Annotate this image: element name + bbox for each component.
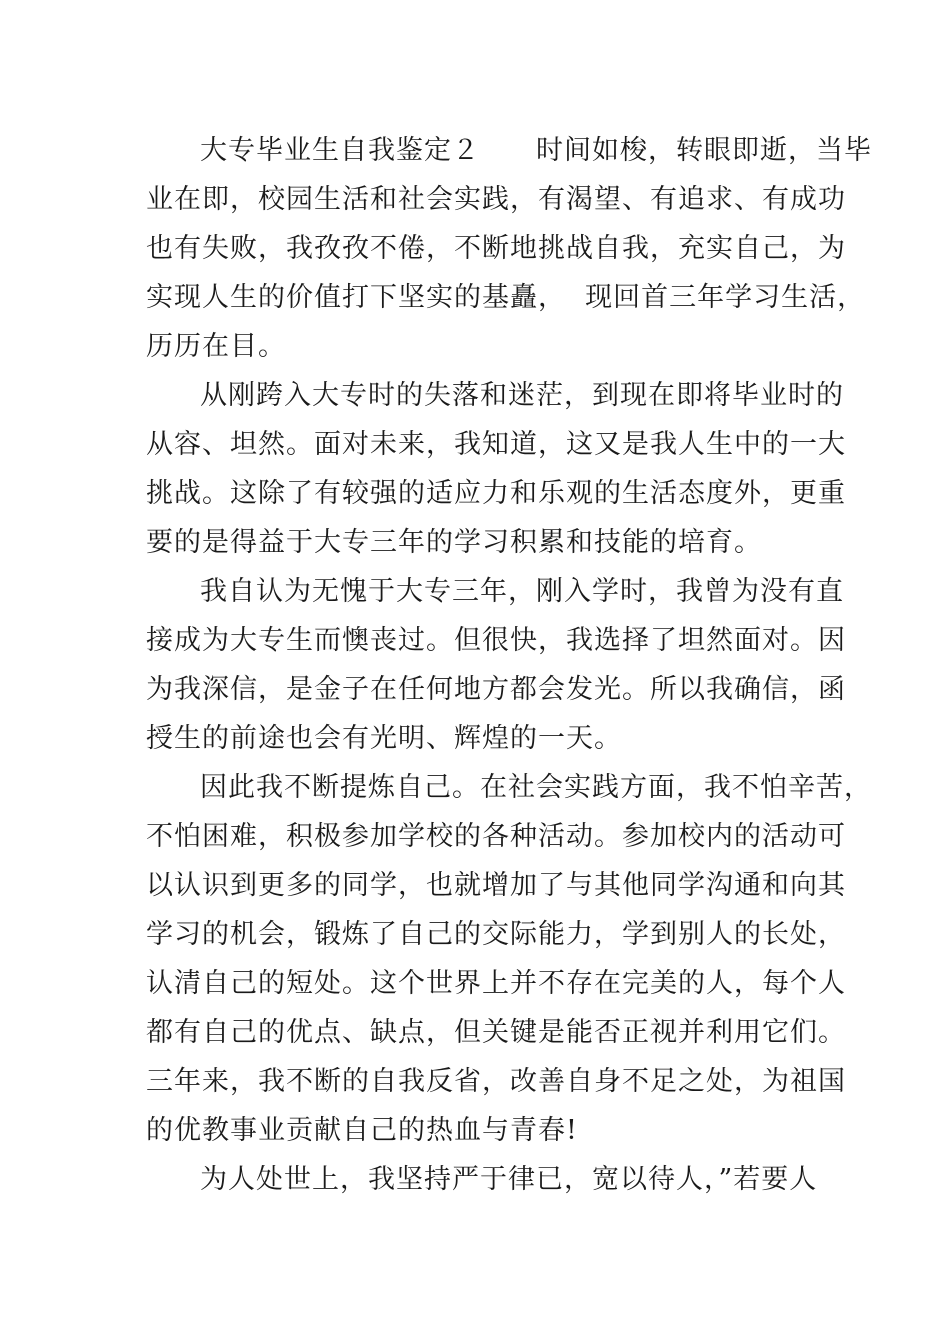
- text-line-15: 不怕困难，积极参加学校的各种活动。参加校内的活动可: [146, 821, 846, 852]
- text-line-4: 实现人生的价值打下坚实的基矗， 现回首三年学习生活，: [146, 282, 866, 313]
- text-line-21: 的优教事业贡献自己的热血与青春!: [146, 1115, 578, 1146]
- text-line-6: 从刚跨入大专时的失落和迷茫，到现在即将毕业时的: [200, 380, 844, 411]
- text-line-12: 为我深信，是金子在任何地方都会发光。所以我确信，函: [146, 674, 846, 705]
- text-line-5: 历历在目。: [146, 331, 286, 362]
- text-line-17: 学习的机会，锻炼了自己的交际能力，学到别人的长处，: [146, 919, 846, 950]
- text-line-8: 挑战。这除了有较强的适应力和乐观的生活态度外，更重: [146, 478, 846, 509]
- text-line-10: 我自认为无愧于大专三年，刚入学时，我曾为没有直: [200, 576, 844, 607]
- text-line-1: 大专毕业生自我鉴定２ 时间如梭，转眼即逝，当毕: [200, 135, 872, 166]
- text-line-2: 业在即，校园生活和社会实践，有渴望、有追求、有成功: [146, 184, 846, 215]
- text-line-11: 接成为大专生而懊丧过。但很快，我选择了坦然面对。因: [146, 625, 846, 656]
- text-line-9: 要的是得益于大专三年的学习积累和技能的培育。: [146, 527, 762, 558]
- text-line-7: 从容、坦然。面对未来，我知道，这又是我人生中的一大: [146, 429, 846, 460]
- text-line-22: 为人处世上，我坚持严于律已，宽以待人，”若要人: [200, 1164, 818, 1195]
- text-line-14: 因此我不断提炼自己。在社会实践方面，我不怕辛苦，: [200, 772, 872, 803]
- text-line-3: 也有失败，我孜孜不倦，不断地挑战自我，充实自己，为: [146, 233, 846, 264]
- text-line-19: 都有自己的优点、缺点，但关键是能否正视并利用它们。: [146, 1017, 846, 1048]
- text-line-16: 以认识到更多的同学，也就增加了与其他同学沟通和向其: [146, 870, 846, 901]
- text-line-20: 三年来，我不断的自我反省，改善自身不足之处，为祖国: [146, 1066, 846, 1097]
- text-line-13: 授生的前途也会有光明、辉煌的一天。: [146, 723, 622, 754]
- text-line-18: 认清自己的短处。这个世界上并不存在完美的人，每个人: [146, 968, 846, 999]
